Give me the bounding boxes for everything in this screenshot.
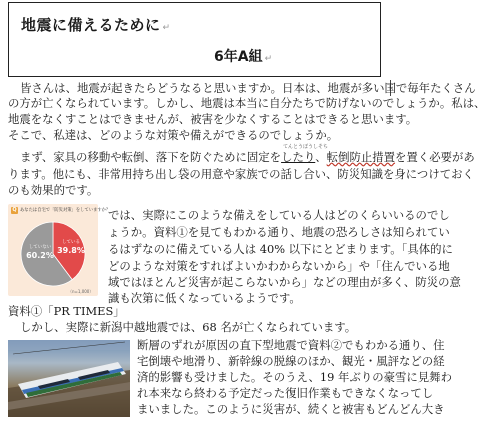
paragraph-line: の方が亡くなられています。しかし、地震は本当に自分たちで防げないのでしょうか。私は、 [8,96,485,110]
text-span: を置く必要があ [395,150,475,164]
derailed-train-photo [8,340,130,417]
document-title-text: 地震に備えるために [21,16,161,34]
yes-slice-caption: している [62,240,80,245]
paragraph-line: れ本来なら終わる予定だった復旧作業もできなくなってし [137,386,434,400]
no-slice-value: 60.2% [26,251,54,260]
paragraph-line: ります。他にも、非常用持ち出し袋の用意や家族での話し合い、防災知識を身につけておく [8,167,474,181]
paragraph-line: 地震をなくすことはできませんが、被害を少なくすることはできると思います。 [8,112,418,126]
paragraph-line: ょうか。資料①を見てもわかる通り、地震の恐ろしさは知られてい [108,225,450,239]
yes-slice-value: 39.8% [57,246,85,255]
pie-footer: （n=1,000） [68,289,94,294]
pie-chart-figure [8,204,111,296]
paragraph-line: 済的影響も受けました。そのうえ、19 年ぶりの豪雪に見舞わ [137,370,452,384]
paragraph-line [8,150,475,164]
title-box [8,2,381,77]
paragraph-line: 皆さんは、地震が起きたらどうなると思いますか。日本は、地震が多い国で毎年たくさん [20,81,476,95]
text-span: まず、家具の移動や転倒、落下を防ぐために固定を [20,150,282,164]
figure-source-caption: 資料①「PR TIMES」 [8,304,125,318]
document-title [21,14,171,35]
paragraph-line: 識も次第に低くなっているようです。 [108,291,301,305]
no-slice-caption: していない [28,245,52,250]
paragraph-line: どのような対策をすればよいかわからないから」や「住んでいる地 [108,259,450,273]
pie-question-text: あなたは自宅で「防災対策」をしていますか？ [20,208,111,213]
derailed-train-illustration [8,340,130,417]
paragraph-mark: ↵ [264,54,273,64]
paragraph-line: のも効果的です。 [8,183,99,197]
paragraph-line: まいました。このように災害が、続くと被害もどんどん大き [137,402,445,416]
question-badge: Q [12,207,17,213]
text-span: 、 [315,150,327,164]
paragraph-line: では、実際にこのような備えをしている人はどのくらいいるのでし [108,208,450,222]
class-label [214,46,272,66]
underlined-text: したり [281,150,316,164]
class-label-text: 6年A組 [214,49,263,65]
pie-question [11,207,111,214]
paragraph-line: 断層のずれが原因の直下型地震で資料②でもわかる通り、住 [137,338,445,352]
paragraph-mark: ↵ [162,23,171,33]
yes-slice-label [56,240,86,255]
ruby-annotation: てんとうぼうしそち [283,144,329,150]
paragraph-line: 域ではほとんど災害が起こらないから」などの理由が多く、防災の意 [108,275,461,289]
paragraph-line: るはずなのに備えている人は 40% 以下にとどまります。「具体的に [108,242,453,256]
paragraph-line: 宅倒壊や地滑り、新幹線の脱線のほか、観光・風評などの経 [137,354,445,368]
paragraph-line: しかし、実際に新潟中越地震では、68 名が亡くなられています。 [20,320,357,334]
spellcheck-text: 転倒防止措置 [326,150,396,164]
no-slice-label [25,245,55,260]
paragraph-line: そこで、私達は、どのような対策や備えができるのでしょうか。 [8,128,339,142]
